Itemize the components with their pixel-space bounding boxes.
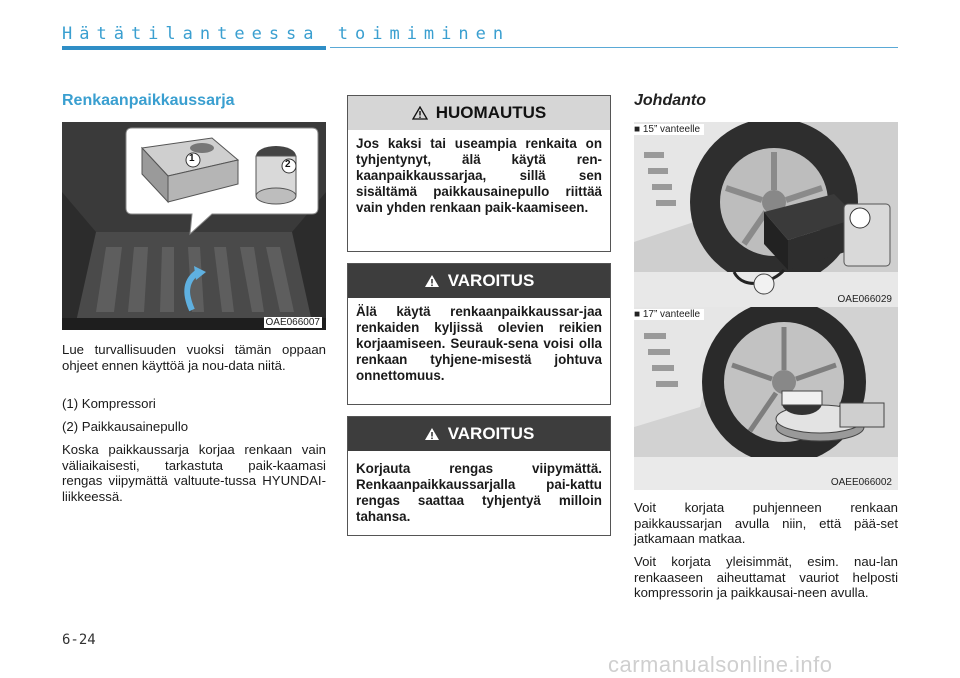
figure-code: OAEE066002 xyxy=(830,477,892,488)
section-title-johdanto: Johdanto xyxy=(634,92,706,109)
kit-figure-15-inch xyxy=(634,122,898,307)
figure-code: OAE066007 xyxy=(265,317,320,328)
intro-paragraph: Lue turvallisuuden vuoksi tämän oppaan ohjeet ennen käyttöä ja nou-data niitä. xyxy=(62,342,326,373)
chapter-title: Hätätilanteessa toimiminen xyxy=(62,24,511,44)
warning-header xyxy=(348,417,610,451)
warning-triangle-icon xyxy=(424,274,440,288)
callout-label-1: 1 xyxy=(189,153,195,164)
notice-title: HUOMAUTUS xyxy=(435,103,547,122)
figure-caption: ■ 17” vanteelle xyxy=(634,309,704,320)
notice-box xyxy=(347,95,611,252)
page-number: 6-24 xyxy=(62,632,96,648)
warning-title: VAROITUS xyxy=(447,271,535,290)
kit-15-illustration xyxy=(634,122,898,307)
warning-text: Älä käytä renkaanpaikkaussar-jaa renkaiden kyljissä olevien reikien korjaamiseen. Seurauk-sena voisi olla renkaan tyhjene-misestä johtuva onnettomuus. xyxy=(356,304,602,383)
figure-caption: ■ 15” vanteelle xyxy=(634,124,704,135)
kit-figure-17-inch xyxy=(634,307,898,490)
section-title: Renkaanpaikkaussarja xyxy=(62,92,235,109)
list-item-sealant: (2) Paikkausainepullo xyxy=(62,419,189,434)
warning-title: VAROITUS xyxy=(447,424,535,443)
watermark: carmanualsonline.info xyxy=(608,652,833,677)
callout-label-2: 2 xyxy=(285,159,291,170)
johdanto-paragraph-2: Voit korjata yleisimmät, esim. nau-lan renkaaseen aiheuttamat vauriot helposti kompressorin ja paikkausai-neen avulla. xyxy=(634,554,898,600)
warning-text: Korjauta rengas viipymättä. Renkaanpaikkaussarjalla pai-kattu rengas saattaa tyhjentyä milloin tahansa. xyxy=(356,461,602,524)
figure-code: OAE066029 xyxy=(837,294,892,305)
list-item-compressor: (1) Kompressori xyxy=(62,396,156,411)
warning-box-sidewall xyxy=(347,263,611,405)
trunk-figure xyxy=(62,122,326,330)
warning-triangle-icon xyxy=(412,106,428,120)
warning-header xyxy=(348,264,610,298)
kit-17-illustration xyxy=(634,307,898,490)
notice-header xyxy=(348,96,610,130)
temporary-repair-paragraph: Koska paikkaussarja korjaa renkaan vain väliaikaisesti, tarkastuta paik-kaamasi rengas viipymättä valtuute-tussa HYUNDAI-liikkeessä. xyxy=(62,442,326,504)
johdanto-paragraph-1: Voit korjata puhjenneen renkaan paikkaussarjan avulla niin, että pää-set jatkamaan matkaa. xyxy=(634,500,898,546)
header-rule-thin xyxy=(330,47,898,48)
warning-triangle-icon xyxy=(424,427,440,441)
warning-box-repair-soon xyxy=(347,416,611,536)
header-rule-thick xyxy=(62,46,326,50)
notice-text: Jos kaksi tai useampia renkaita on tyhjentynyt, älä käytä ren-kaanpaikkaussarjaa, sillä sen sisältämä paikkausainepullo riittää vain yhden renkaan paik-kaamiseen. xyxy=(356,136,602,215)
